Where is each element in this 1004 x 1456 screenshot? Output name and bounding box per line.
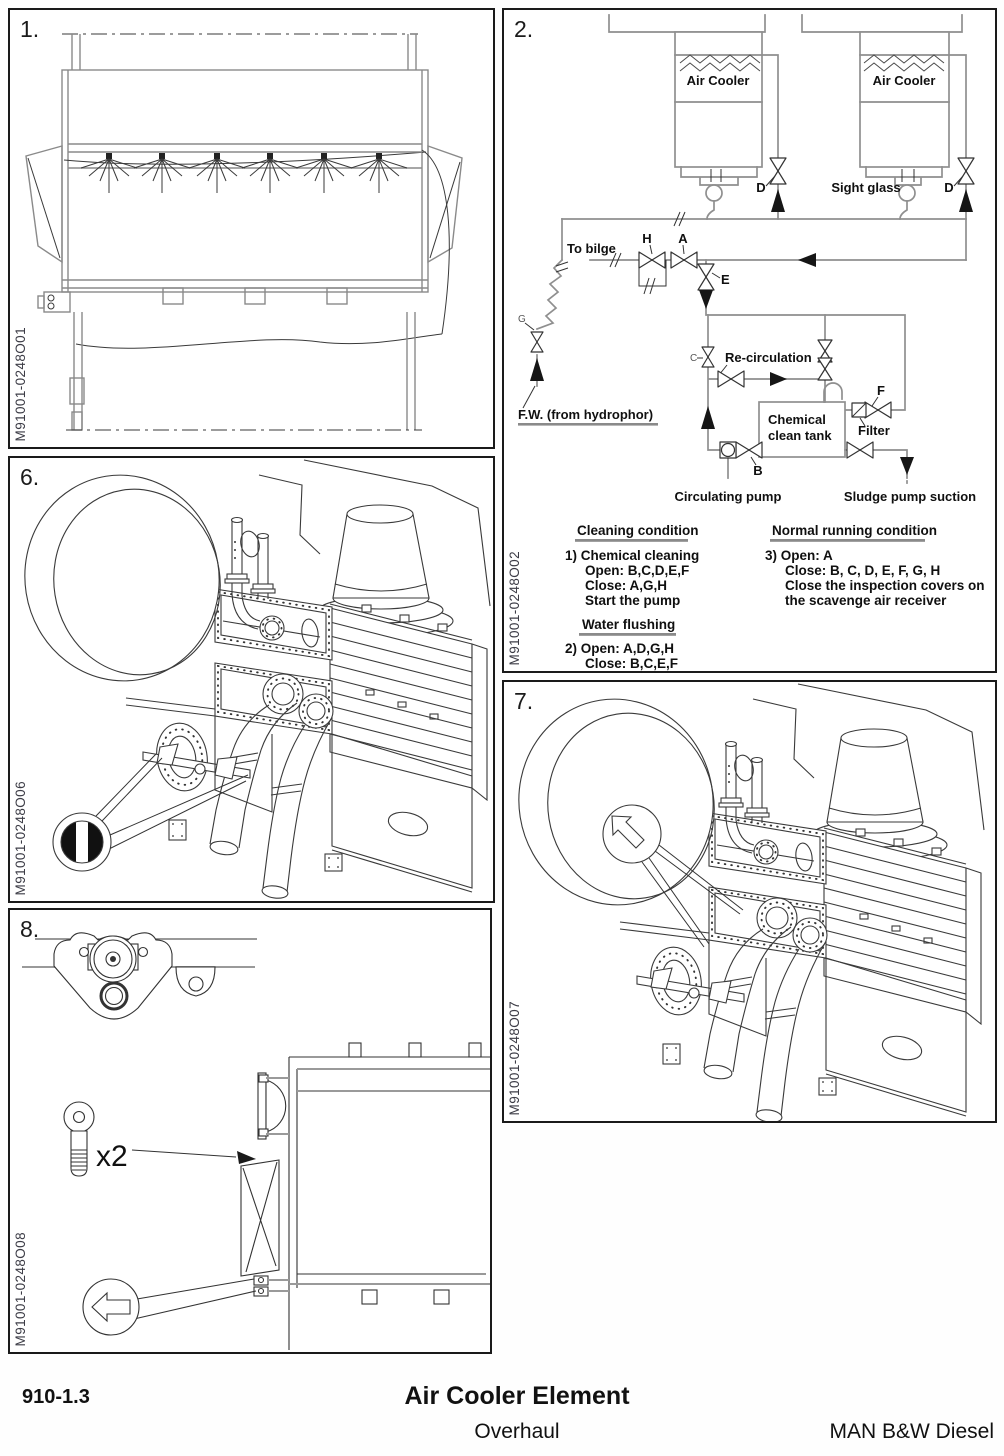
recirculation-label: Re-circulation: [725, 350, 812, 365]
beam-trolley-drawing: [22, 933, 257, 1019]
valve-a-label: A: [678, 231, 688, 246]
filter-symbol: [852, 403, 866, 417]
sludge-valve: [847, 442, 873, 458]
tank-label-1: Chemical: [768, 412, 826, 427]
left-flange-bracket: [44, 292, 70, 312]
direction-arrow-detail: [603, 805, 661, 863]
valve-b: [736, 442, 762, 458]
page-subtitle: Overhaul: [474, 1420, 560, 1443]
document-number: 910-1.3: [22, 1386, 90, 1408]
valve-c: [702, 347, 714, 367]
flexible-hose: [537, 260, 562, 329]
spray-nozzles: [81, 153, 407, 193]
trolley-and-element-drawing: [10, 910, 490, 1352]
valve-g: [531, 332, 543, 352]
hose-right: [422, 150, 449, 334]
figure-code: M91001-0248O08: [13, 1231, 28, 1346]
water-flushing-heading: Water flushing: [582, 617, 676, 632]
cleaning-condition-heading: Cleaning condition: [577, 523, 699, 538]
sight-glass-label: Sight glass: [831, 180, 901, 195]
recirculation-valve: [718, 371, 744, 387]
detail-pointer-lines: [134, 1279, 256, 1319]
cleaning-system-flow-diagram: [504, 10, 995, 671]
valve-e: [698, 264, 714, 290]
bolt-count-label: x2: [96, 1140, 128, 1173]
figure-number: 6.: [20, 464, 40, 490]
valve-d-left-label: D: [756, 180, 766, 195]
circulating-pump-label: Circulating pump: [674, 489, 782, 504]
figure-6-panel: [8, 456, 495, 903]
step3-line2: Close: B, C, D, E, F, G, H: [785, 563, 941, 578]
figure-1-panel: [8, 8, 495, 449]
figure-number: 2.: [514, 16, 534, 42]
valve-d-right-label: D: [944, 180, 954, 195]
air-cooler-left-box: [675, 32, 762, 167]
flow-arrow-up-right: [959, 189, 973, 212]
valve-g-label: G: [518, 314, 526, 325]
right-air-duct: [428, 146, 462, 262]
flow-arrow-pump: [701, 406, 715, 429]
flow-arrow-sludge: [900, 457, 914, 475]
figure-number: 1.: [20, 16, 40, 42]
figure-8-panel: [8, 908, 492, 1354]
step2-line1: 2) Open: A,D,G,H: [565, 641, 675, 656]
tank-vent: [824, 383, 842, 402]
sight-glass-right: [899, 185, 915, 201]
figure-code: M91001-0248O07: [507, 1000, 522, 1115]
filter-label: Filter: [858, 423, 890, 438]
step3-line3: Close the inspection covers on: [785, 578, 985, 593]
air-cooler-right-box: [860, 32, 949, 167]
flow-arrow-recirc: [770, 372, 787, 386]
step2-line2: Close: B,C,E,F: [585, 656, 679, 671]
flow-arrow-down-e: [699, 290, 713, 309]
valve-d-right: [958, 158, 974, 184]
figure-code: M91001-0248O01: [13, 326, 28, 441]
step3-line1: 3) Open: A: [765, 548, 833, 563]
valve-a: [671, 252, 697, 268]
normal-running-heading: Normal running condition: [772, 523, 937, 538]
sight-glass-left: [706, 185, 722, 201]
tank-label-2: clean tank: [768, 428, 832, 443]
figure-code: M91001-0248O02: [507, 550, 522, 665]
hose-bottom: [76, 334, 442, 348]
page-title: Air Cooler Element: [404, 1382, 630, 1410]
figure-code: M91001-0248O06: [13, 780, 28, 895]
valve-b-label: B: [753, 463, 763, 478]
blanking-plate-detail: [53, 813, 111, 871]
tank-top-valves: [818, 340, 832, 380]
pull-direction-detail: [83, 1279, 139, 1335]
bolt-icon: [64, 1102, 94, 1176]
spray-pipe-dome: [266, 1080, 286, 1132]
step1-line2: Open: B,C,D,E,F: [585, 563, 690, 578]
step3-line4: the scavenge air receiver: [785, 593, 947, 608]
flow-arrow-fw: [530, 358, 544, 381]
valve-d-left: [770, 158, 786, 184]
company-name: MAN B&W Diesel: [829, 1420, 994, 1443]
figure-2-panel: [502, 8, 997, 673]
air-cooler-left-label: Air Cooler: [686, 73, 750, 88]
sludge-label: Sludge pump suction: [843, 489, 977, 504]
air-cooler-right-label: Air Cooler: [872, 73, 936, 88]
circulating-pump-symbol: [720, 442, 736, 458]
fw-supply-label: F.W. (from hydrophor): [518, 407, 654, 422]
figure-7-panel: [502, 680, 997, 1123]
to-bilge-label: To bilge: [567, 241, 616, 256]
flow-arrow-up-left: [771, 189, 785, 212]
figure-number: 8.: [20, 916, 40, 942]
step1-line3: Close: A,G,H: [585, 578, 668, 593]
flow-arrow-left: [798, 253, 816, 267]
step1-line4: Start the pump: [585, 593, 681, 608]
cooler-housing: [62, 70, 428, 292]
valve-f: [865, 402, 891, 418]
valve-h-label: H: [642, 231, 652, 246]
valve-h: [639, 252, 665, 268]
figure-number: 7.: [514, 688, 534, 714]
callout-arrow-line: [132, 1150, 236, 1157]
valve-c-label: C: [690, 353, 698, 364]
air-cooler-side-view-drawing: [10, 10, 493, 447]
receiver-side-view: [241, 1043, 490, 1350]
callout-arrow-head: [237, 1151, 256, 1164]
cooler-unit-drawing-fig6: [10, 458, 493, 901]
receiver-brackets: [609, 15, 962, 32]
step1-line1: 1) Chemical cleaning: [565, 548, 700, 563]
cooler-unit-drawing-fig7: [504, 682, 995, 1121]
left-air-duct: [26, 146, 62, 262]
valve-e-label: E: [721, 272, 730, 287]
valve-f-label: F: [877, 383, 885, 398]
